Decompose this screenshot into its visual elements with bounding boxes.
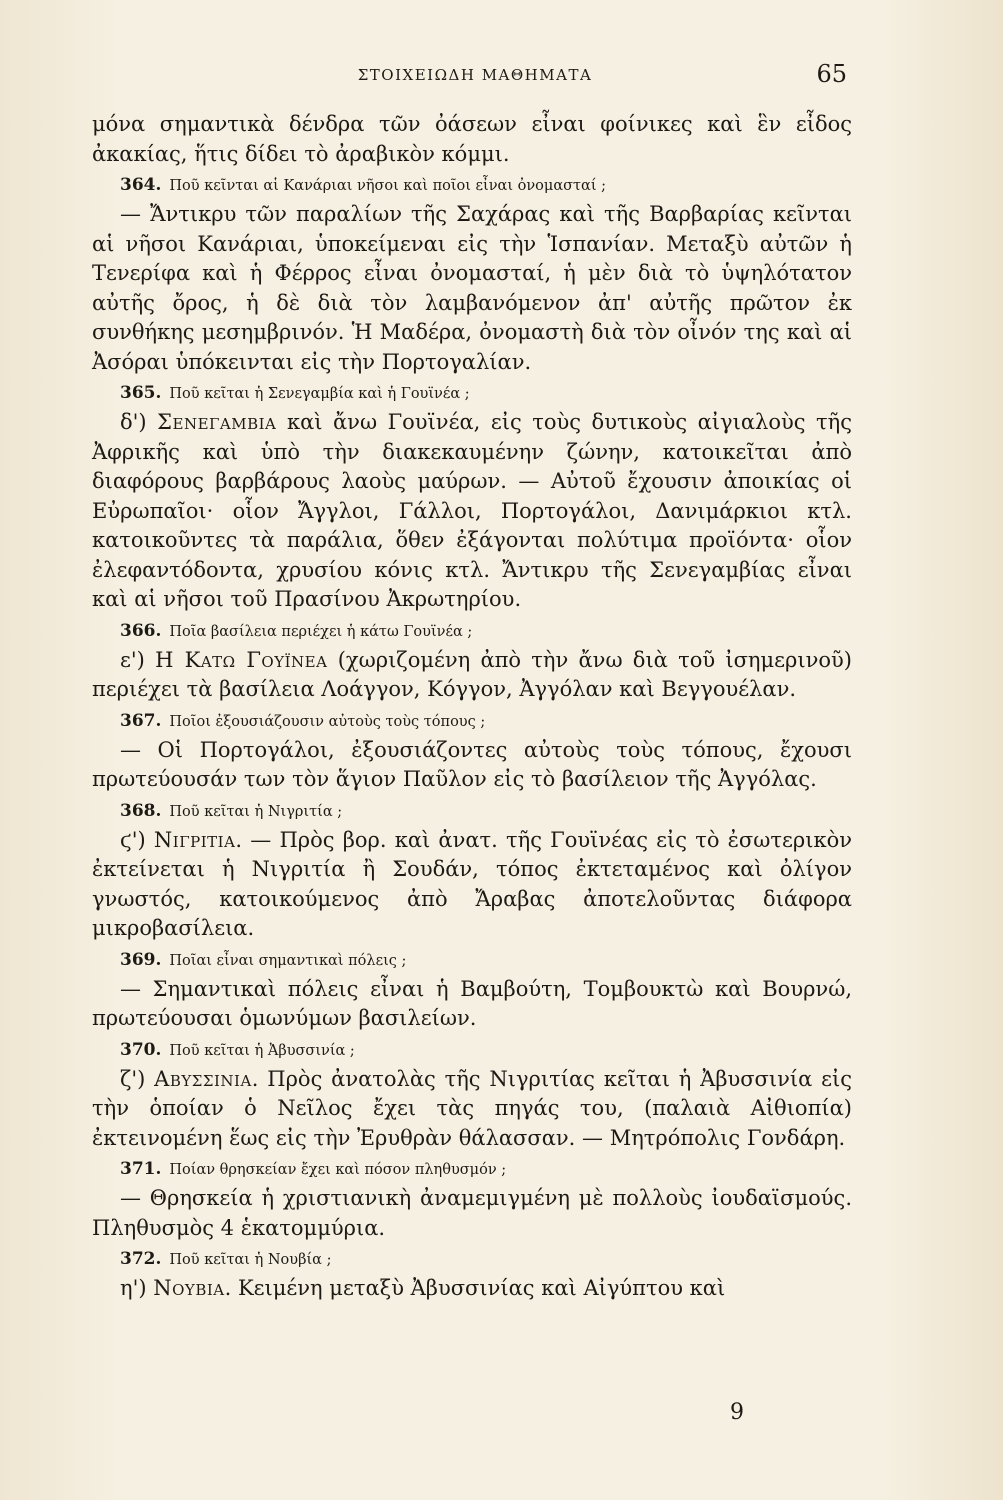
answer-367: — Οἱ Πορτογάλοι, ἐξουσιάζοντες αὐτοὺς τοὺς τόπους, ἔχουσι πρωτεύουσάν των τὸν ἅγιον Παῦλον εἰς τὸ βασίλειον τῆς Ἀγγόλας. [92,737,852,791]
question-368 [92,800,852,823]
question-number: 369. [120,949,162,970]
question-number: 370. [120,1039,162,1060]
question-number: 365. [120,383,162,403]
page-number: 65 [816,60,847,88]
answer-text: . Πρὸς ἀνατολὰς τῆς Νιγριτίας κεῖται ἡ Ἀβυσσινία εἰς τὴν ὁποίαν ὁ Νεῖλος ἔχει τὰς πηγάς του, (παλαιὰ Αἰθιοπία) ἐκτεινομένη ἕως εἰς τὴν Ἐρυθρὰν θάλασσαν. — Μητρόπολις Γονδάρη. [92,1066,852,1150]
question-371 [92,1158,852,1181]
answer-368 [92,826,852,944]
answer-prefix: ζ') [120,1066,146,1091]
answer-heading: Νιγριτια [153,827,236,852]
question-text: Ποῦ κεῖται ἡ Νιγριτία ; [169,803,343,820]
page-body [92,110,852,1304]
intro-paragraph: μόνα σημαντικὰ δένδρα τῶν ὀάσεων εἶναι φοίνικες καὶ ἓν εἶδος ἀκακίας, ἥτις δίδει τὸ ἀραβικὸν κόμμι. [92,112,852,166]
answer-prefix: ϛ') [120,827,146,852]
answer-371: — Θρησκεία ἡ χριστιανικὴ ἀναμεμιγμένη μὲ πολλοὺς ἰουδαϊσμούς. Πληθυσμὸς 4 ἑκατομμύρια. [92,1186,852,1240]
answer-369: — Σημαντικαὶ πόλεις εἶναι ἡ Βαμβούτη, Τομβουκτὼ καὶ Βουρνώ, πρωτεύουσαι ὁμωνύμων βασιλείων. [92,976,852,1030]
question-number: 372. [120,1249,162,1269]
question-number: 371. [120,1159,162,1179]
question-text: Ποῦ κεῖται ἡ Ἀβυσσινία ; [169,1042,355,1059]
question-number: 367. [120,710,162,731]
question-365 [92,382,852,405]
question-number: 364. [120,175,162,195]
question-text: Ποῦ κεῖται ἡ Σενεγαμβία καὶ ἡ Γουϊνέα ; [169,386,470,402]
question-number: 366. [120,620,162,641]
question-370 [92,1039,852,1062]
answer-prefix: δ') [120,410,147,434]
question-text: Ποίαν θρησκείαν ἔχει καὶ πόσον πληθυσμόν ; [169,1162,507,1178]
answer-text: . Κειμένη μεταξὺ Ἀβυσσινίας καὶ Αἰγύπτου καὶ [224,1276,726,1300]
question-text: Ποῖαι εἶναι σημαντικαὶ πόλεις ; [169,952,407,969]
answer-prefix: ε') [120,647,145,672]
answer-372 [92,1274,852,1304]
question-366 [92,620,852,643]
answer-365 [92,408,852,615]
answer-heading: Νουβια [153,1276,225,1300]
question-text: Ποῖοι ἐξουσιάζουσιν αὐτοὺς τοὺς τόπους ; [169,713,486,730]
answer-heading: Σενεγαμβια [157,410,277,434]
question-372 [92,1248,852,1271]
running-title: ΣΤΟΙΧΕΙΩΔΗ ΜΑΘΗΜΑΤΑ [357,66,593,84]
answer-366 [92,646,852,705]
answer-heading: Η Κατω Γουϊνεα [155,647,328,672]
question-369 [92,949,852,972]
question-364 [92,174,852,197]
question-text: Ποῦ κεῖνται αἱ Κανάριαι νῆσοι καὶ ποῖοι εἶναι ὀνομασταί ; [169,178,607,194]
signature-mark: 9 [730,1400,744,1425]
answer-370 [92,1065,852,1154]
question-text: Ποῖα βασίλεια περιέχει ἡ κάτω Γουϊνέα ; [169,623,473,640]
question-text: Ποῦ κεῖται ἡ Νουβία ; [169,1252,332,1268]
question-number: 368. [120,800,162,821]
page-header [95,60,855,94]
question-367 [92,710,852,733]
answer-text: καὶ ἄνω Γουϊνέα, εἰς τοὺς δυτικοὺς αἰγιαλοὺς τῆς Ἀφρικῆς καὶ ὑπὸ τὴν διακεκαυμένην ζώνην, κατοικεῖται ἀπὸ διαφόρους βαρβάρους λαοὺς μαύρων. — Αὐτοῦ ἔχουσιν ἀποικίας οἱ Εὐρωπαῖοι· οἷον Ἄγγλοι, Γάλλοι, Πορτογάλοι, Δανιμάρκιοι κτλ. κατοικοῦντες τὰ παράλια, ὅθεν ἐξάγονται πολύτιμα προϊόντα· οἷον ἐλεφαντόδοντα, χρυσίου κόνις κτλ. Ἄντικρυ τῆς Σενεγαμβίας εἶναι καὶ αἱ νῆσοι τοῦ Πρασίνου Ἀκρωτηρίου. [92,410,852,611]
answer-364: — Ἄντικρυ τῶν παραλίων τῆς Σαχάρας καὶ τῆς Βαρβαρίας κεῖνται αἱ νῆσοι Κανάριαι, ὑποκείμεναι εἰς τὴν Ἱσπανίαν. Μεταξὺ αὐτῶν ἡ Τενερίφα καὶ ἡ Φέρρος εἶναι ὀνομασταί, ἡ μὲν διὰ τὸ ὑψηλότατον αὐτῆς ὄρος, ἡ δὲ διὰ τὸν λαμβανόμενον ἀπ' αὐτῆς πρῶτον ἐκ συνθήκης μεσημβρινόν. Ἡ Μαδέρα, ὀνομαστὴ διὰ τὸν οἶνόν της καὶ αἱ Ἀσόραι ὑπόκεινται εἰς τὴν Πορτογαλίαν. [92,202,852,374]
answer-text: (χωριζομένη ἀπὸ τὴν ἄνω διὰ τοῦ ἰσημερινοῦ) περιέχει τὰ βασίλεια Λοάγγον, Κόγγον, Ἀγγόλαν καὶ Βεγγουέλαν. [92,647,852,701]
answer-text: . — Πρὸς βορ. καὶ ἀνατ. τῆς Γουϊνέας εἰς τὸ ἐσωτερικὸν ἐκτείνεται ἡ Νιγριτία ἢ Σουδάν, τόπος ἐκτεταμένος καὶ ὀλίγον γνωστός, κατοικούμενος ἀπὸ Ἄραβας ἀποτελοῦντας διάφορα μικροβασίλεια. [92,827,852,940]
answer-heading: Αβυσσινια [154,1066,252,1091]
answer-prefix: η') [120,1276,147,1300]
